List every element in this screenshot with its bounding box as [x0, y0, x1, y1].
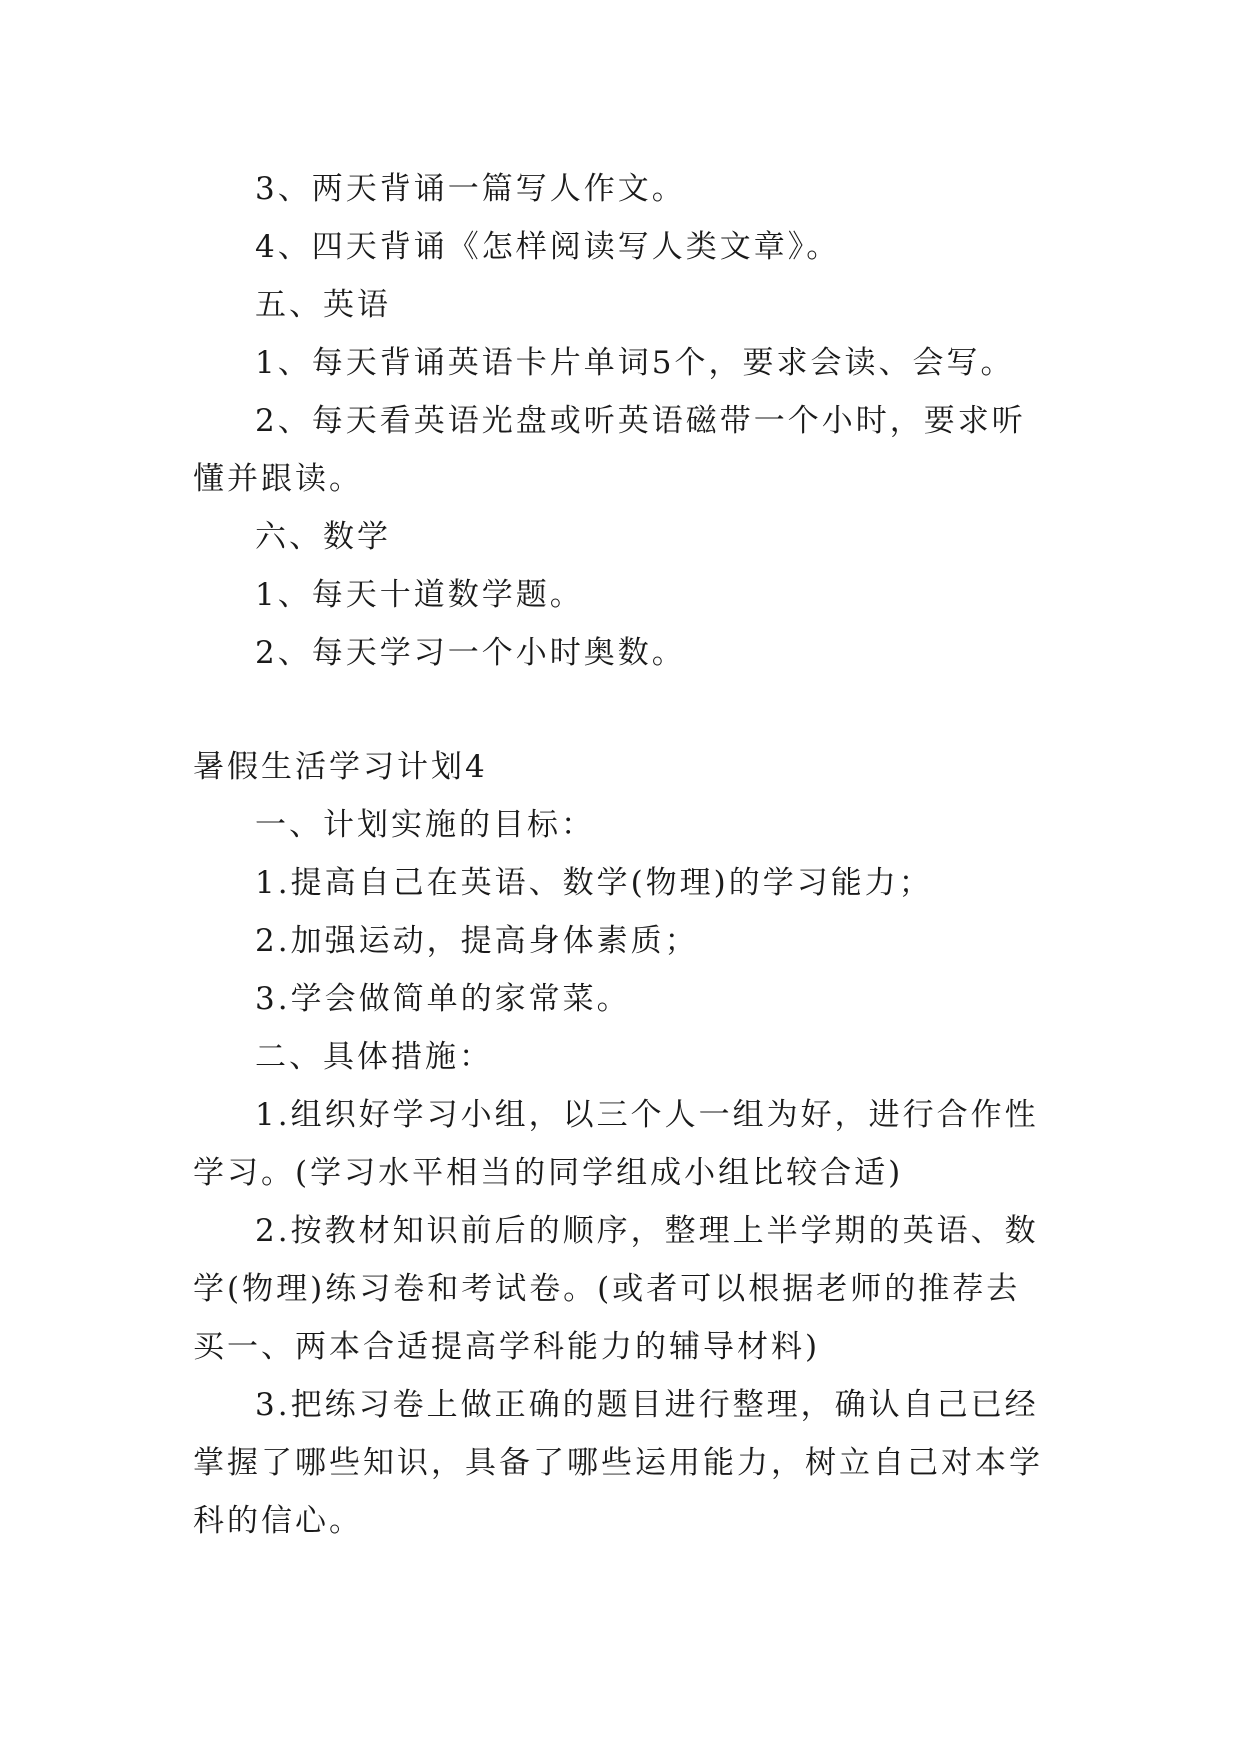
paragraph: 2、每天看英语光盘或听英语磁带一个小时，要求听懂并跟读。 — [193, 403, 1026, 497]
paragraph: 3、两天背诵一篇写人作文。 — [255, 171, 686, 207]
paragraph: 1、每天十道数学题。 — [255, 577, 584, 613]
paragraph: 3.把练习卷上做正确的题目进行整理，确认自己已经掌握了哪些知识，具备了哪些运用能力，树立自己对本学科的信心。 — [193, 1387, 1043, 1539]
paragraph: 4、四天背诵《怎样阅读写人类文章》。 — [255, 229, 841, 265]
paragraph: 2、每天学习一个小时奥数。 — [255, 635, 686, 671]
heading-math: 六、数学 — [255, 519, 391, 555]
paragraph: 1.组织好学习小组，以三个人一组为好，进行合作性学习。(学习水平相当的同学组成小组比较合适) — [193, 1097, 1039, 1191]
paragraph: 2.加强运动，提高身体素质； — [255, 923, 699, 959]
paragraph: 2.按教材知识前后的顺序，整理上半学期的英语、数学(物理)练习卷和考试卷。(或者可以根据老师的推荐去买一、两本合适提高学科能力的辅导材料) — [193, 1213, 1039, 1365]
document-body — [193, 160, 1053, 1550]
paragraph: 1、每天背诵英语卡片单词5个，要求会读、会写。 — [255, 345, 1015, 381]
section-title: 暑假生活学习计划4 — [193, 749, 488, 785]
paragraph: 1.提高自己在英语、数学(物理)的学习能力； — [255, 865, 933, 901]
heading-goals: 一、计划实施的目标： — [255, 807, 595, 843]
heading-measures: 二、具体措施： — [255, 1039, 493, 1075]
paragraph: 3.学会做简单的家常菜。 — [255, 981, 631, 1017]
heading-english: 五、英语 — [255, 287, 391, 323]
